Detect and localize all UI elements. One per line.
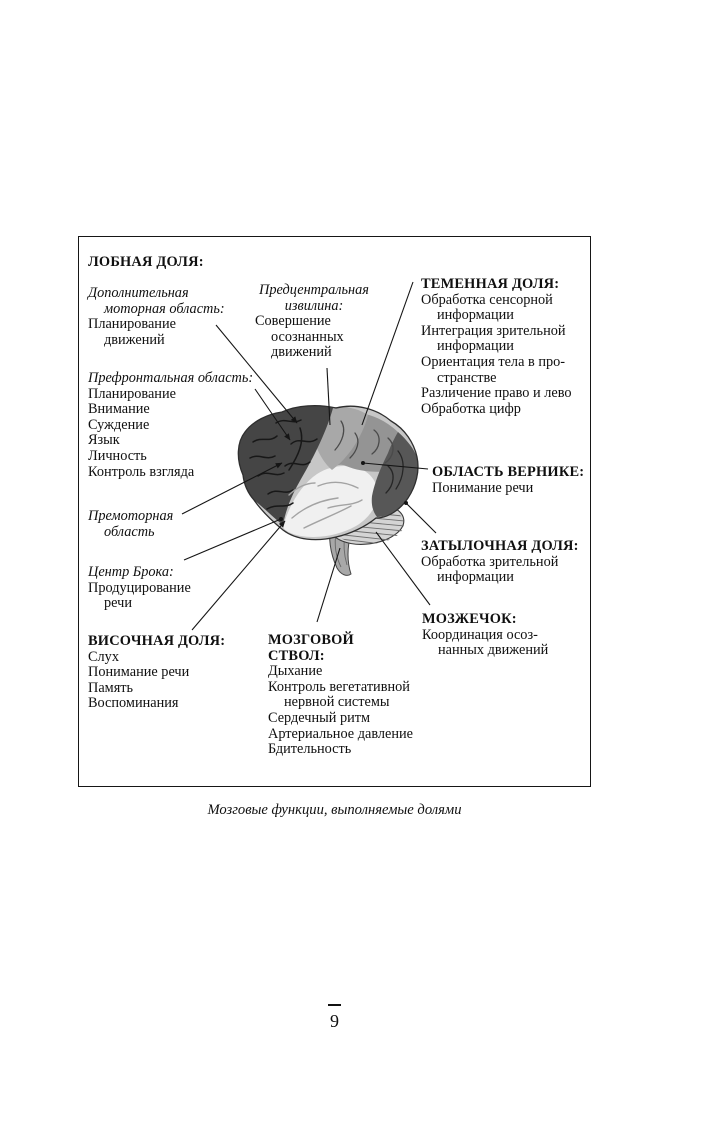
label-wernicke — [432, 465, 584, 496]
page-number — [78, 1004, 591, 1030]
label-line: речи — [104, 595, 132, 612]
brainstem-title: МОЗГОВОЙ — [268, 632, 354, 648]
label-line: Язык — [88, 432, 120, 449]
label-line: Координация осоз- — [422, 626, 538, 643]
label-line: Обработка зрительной — [421, 553, 559, 570]
label-supplementary-motor — [88, 286, 225, 348]
label-line: Обработка цифр — [421, 400, 521, 417]
label-cerebellum — [422, 612, 548, 659]
label-line: Слух — [88, 648, 119, 665]
label-line: информации — [437, 569, 514, 586]
label-precentral-gyrus — [255, 283, 373, 361]
label-parietal-lobe — [421, 277, 572, 417]
cerebellum-title: МОЗЖЕЧОК: — [422, 611, 517, 627]
occipital-lobe-title: ЗАТЫЛОЧНАЯ ДОЛЯ: — [421, 538, 579, 554]
temporal-lobe-title: ВИСОЧНАЯ ДОЛЯ: — [88, 633, 226, 649]
label-line: Суждение — [88, 416, 150, 433]
label-line: Артериальное давление — [268, 725, 414, 742]
label-line: информации — [437, 307, 514, 324]
parietal-lobe-title: ТЕМЕННАЯ ДОЛЯ: — [421, 276, 560, 292]
label-occipital-lobe — [421, 539, 579, 586]
label-line: Внимание — [88, 401, 150, 418]
label-line: Личность — [88, 447, 147, 464]
leader-occipital — [406, 503, 436, 533]
label-line: Память — [88, 679, 134, 696]
label-line: движений — [104, 331, 165, 348]
label-line: область — [104, 523, 155, 540]
label-prefrontal — [88, 371, 253, 480]
label-line: Дополнительная — [88, 285, 189, 301]
label-line: Контроль вегетативной — [268, 678, 410, 695]
label-line: Центр Брока: — [88, 564, 174, 580]
brain-illustration — [238, 406, 418, 576]
label-line: Премоторная — [88, 508, 174, 524]
label-line: Предцентральная — [259, 282, 369, 298]
label-line: Различение право и лево — [421, 385, 572, 402]
label-line: Понимание речи — [88, 664, 190, 681]
label-line: Интеграция зрительной — [421, 322, 566, 339]
label-temporal-lobe — [88, 634, 225, 712]
page-number-rule — [328, 1004, 341, 1006]
label-line: нервной системы — [284, 694, 390, 711]
label-line: Продуцирование — [88, 579, 191, 596]
label-line: осознанных — [271, 328, 344, 345]
label-line: Сердечный ритм — [268, 709, 371, 726]
figure-caption: Мозговые функции, выполняемые долями — [207, 802, 462, 818]
label-line: нанных движений — [438, 642, 549, 659]
label-line: Понимание речи — [432, 479, 534, 496]
page-number-value: 9 — [330, 1011, 339, 1031]
label-line: Контроль взгляда — [88, 463, 195, 480]
brainstem-title: СТВОЛ: — [268, 647, 325, 664]
label-line: информации — [437, 338, 514, 355]
label-line: движений — [271, 344, 332, 361]
label-line: моторная область: — [104, 300, 225, 317]
label-line: Совершение — [255, 313, 331, 330]
label-line: Дыхание — [268, 663, 323, 680]
label-line: Бдительность — [268, 741, 352, 758]
label-line: Планирование — [88, 316, 176, 333]
label-frontal-lobe — [88, 255, 204, 271]
label-line: Планирование — [88, 385, 176, 402]
label-brainstem — [268, 633, 413, 758]
label-premotor — [88, 509, 173, 540]
label-line: Обработка сенсорной — [421, 291, 553, 308]
label-line: странстве — [437, 369, 497, 386]
label-line: Префронтальная область: — [88, 370, 254, 386]
figure-frame — [78, 236, 591, 787]
wernicke-title: ОБЛАСТЬ ВЕРНИКЕ: — [432, 464, 585, 480]
leader-broca — [184, 519, 281, 560]
label-line: Ориентация тела в про- — [421, 353, 566, 370]
frontal-lobe-title: ЛОБНАЯ ДОЛЯ: — [88, 254, 204, 270]
leader-brainstem — [317, 548, 340, 622]
label-line: извилина: — [284, 297, 344, 314]
label-broca — [88, 565, 191, 612]
label-line: Воспоминания — [88, 695, 179, 712]
